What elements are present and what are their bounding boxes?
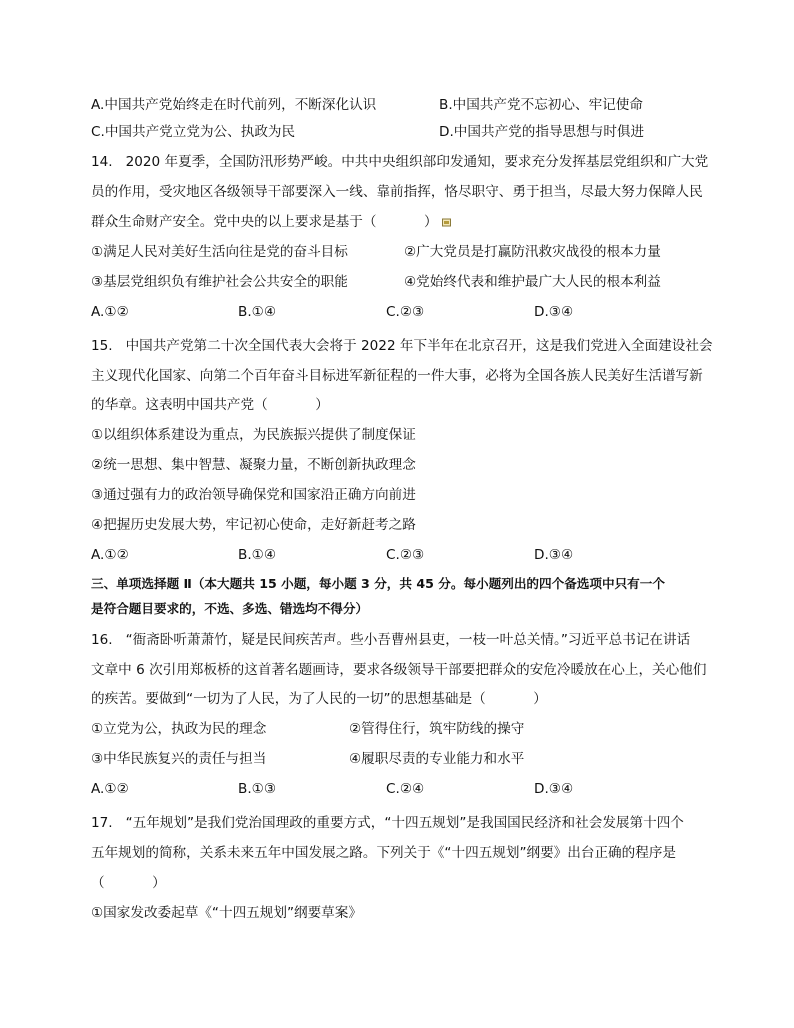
q14-option-d: D.③④ xyxy=(534,304,574,320)
q17-stem-line3: （ ） xyxy=(91,875,166,891)
q17-stem-line2: 五年规划的简称，关系未来五年中国发展之路。下列关于《“十四五规划”纲要》出台正确的程序是 xyxy=(91,845,677,861)
q15-item-3: ③通过强有力的政治领导确保党和国家沿正确方向前进 xyxy=(91,487,416,503)
q13-option-a: A.中国共产党始终走在时代前列，不断深化认识 xyxy=(91,97,377,113)
q14-item-3: ③基层党组织负有维护社会公共安全的职能 xyxy=(91,274,348,290)
q13-option-d: D.中国共产党的指导思想与时俱进 xyxy=(439,124,645,140)
q14-stem-line3 xyxy=(91,213,451,231)
q15-item-1: ①以组织体系建设为重点，为民族振兴提供了制度保证 xyxy=(91,427,416,443)
q13-option-c: C.中国共产党立党为公、执政为民 xyxy=(91,124,296,140)
q16-option-a: A.①② xyxy=(91,781,129,797)
q14-stem-line1: 14. 2020 年夏季，全国防汛形势严峻。中共中央组织部印发通知，要求充分发挥基层党组织和广大党 xyxy=(91,154,709,170)
q16-item-2: ②管得住行，筑牢防线的操守 xyxy=(349,721,525,737)
q17-stem-line1: 17. “五年规划”是我们党治国理政的重要方式，“十四五规划”是我国国民经济和社会发展第十四个 xyxy=(91,815,684,831)
q15-option-d: D.③④ xyxy=(534,547,574,563)
q16-option-c: C.②④ xyxy=(386,781,425,797)
q16-item-3: ③中华民族复兴的责任与担当 xyxy=(91,751,267,767)
q15-stem-line1: 15. 中国共产党第二十次全国代表大会将于 2022 年下半年在北京召开，这是我们党进入全面建设社会 xyxy=(91,338,713,354)
q15-item-4: ④把握历史发展大势，牢记初心使命，走好新赶考之路 xyxy=(91,517,416,533)
q14-item-1: ①满足人民对美好生活向往是党的奋斗目标 xyxy=(91,244,348,260)
q13-option-b: B.中国共产党不忘初心、牢记使命 xyxy=(439,97,643,113)
q16-stem-line2: 文章中 6 次引用郑板桥的这首著名题画诗，要求各级领导干部要把群众的安危冷暖放在心上，关心他们 xyxy=(91,662,707,678)
q16-stem-line3: 的疾苦。要做到“一切为了人民，为了人民的一切”的思想基础是（ ） xyxy=(91,691,547,707)
q16-item-1: ①立党为公，执政为民的理念 xyxy=(91,721,267,737)
q14-stem-text: 群众生命财产安全。党中央的以上要求是基于（ ） xyxy=(91,214,438,230)
q15-option-c: C.②③ xyxy=(386,547,425,563)
q16-stem-line1: 16. “衙斋卧听萧萧竹，疑是民间疾苦声。些小吾曹州县吏，一枝一叶总关情。”习近平总书记在讲话 xyxy=(91,632,691,648)
section-heading-line2: 是符合题目要求的，不选、多选、错选均不得分） xyxy=(91,601,369,616)
q16-option-d: D.③④ xyxy=(534,781,574,797)
q14-stem-line2: 员的作用，受灾地区各级领导干部要深入一线、靠前指挥，恪尽职守、勇于担当，尽最大努力保障人民 xyxy=(91,184,703,200)
q14-item-4: ④党始终代表和维护最广大人民的根本利益 xyxy=(404,274,661,290)
q16-item-4: ④履职尽责的专业能力和水平 xyxy=(349,751,525,767)
q15-item-2: ②统一思想、集中智慧、凝聚力量，不断创新执政理念 xyxy=(91,457,416,473)
q16-option-b: B.①③ xyxy=(238,781,277,797)
q14-item-2: ②广大党员是打赢防汛救灾战役的根本力量 xyxy=(404,244,661,260)
q15-stem-line2: 主义现代化国家、向第二个百年奋斗目标进军新征程的一件大事，必将为全国各族人民美好生活谱写新 xyxy=(91,368,703,384)
q14-option-b: B.①④ xyxy=(238,304,277,320)
q14-option-c: C.②③ xyxy=(386,304,425,320)
q15-stem-line3: 的华章。这表明中国共产党（ ） xyxy=(91,397,329,413)
small-image-icon xyxy=(442,218,451,227)
q15-option-b: B.①④ xyxy=(238,547,277,563)
section-heading-line1: 三、单项选择题 Ⅱ（本大题共 15 小题，每小题 3 分，共 45 分。每小题列出的四个备选项中只有一个 xyxy=(91,576,665,591)
q14-option-a: A.①② xyxy=(91,304,129,320)
q17-item-1: ①国家发改委起草《“十四五规划”纲要草案》 xyxy=(91,905,362,921)
q15-option-a: A.①② xyxy=(91,547,129,563)
